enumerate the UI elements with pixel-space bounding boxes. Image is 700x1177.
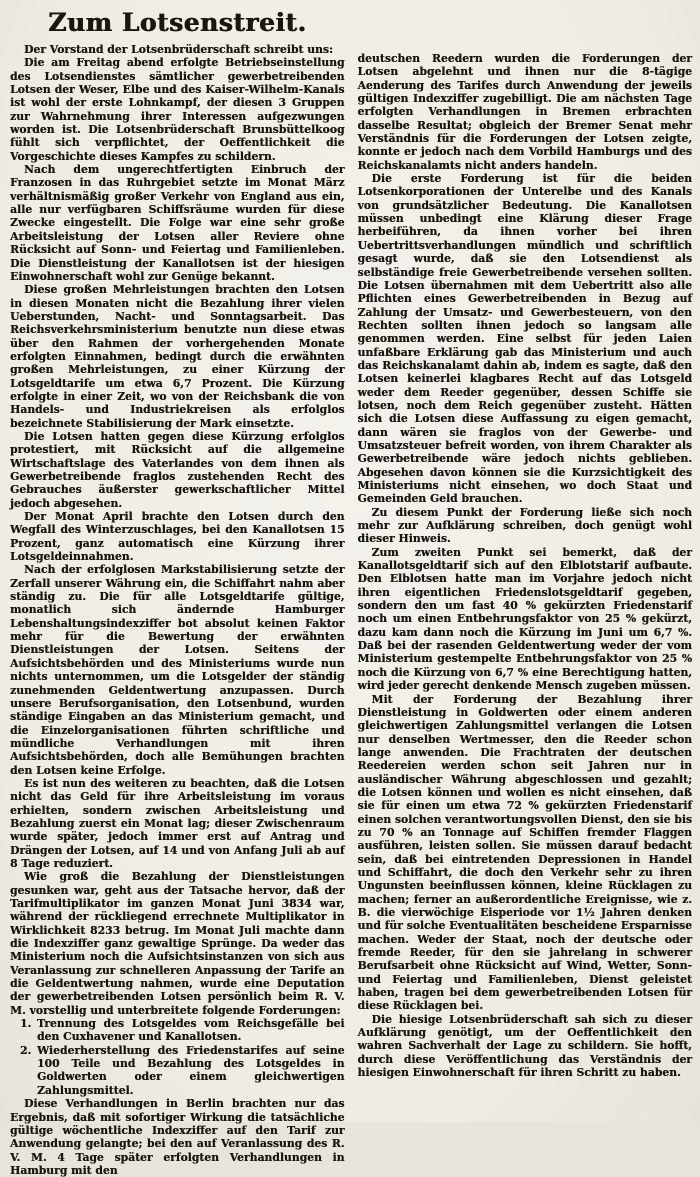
article-byline: Der Vorstand der Lotsenbrüderschaft schreibt uns: (24, 43, 333, 56)
paragraph: Die hiesige Lotsenbrüderschaft sah sich zu dieser Aufklärung genötigt, um der Oeffentlichkeit den wahren Sachverhalt der Lage zu schildern. Sie hofft, durch diese Veröffentlichung das Verständnis der hiesigen Einwohnerschaft für ihren Schritt zu haben. (357, 1012, 692, 1080)
list-item-text: Trennung des Lotsgeldes vom Reichsgefälle bei den Cuxhavener und Kanallotsen. (37, 1017, 345, 1044)
paragraph: Diese Verhandlungen in Berlin brachten nur das Ergebnis, daß mit sofortiger Wirkung die tatsächliche gültige wöchentliche Indexziffer auf den Tarif zur Anwendung gelangte; bei den auf Veranlassung des R. V. M. 4 Tage später erfolgten Verhandlungen in Hamburg mit den (10, 1097, 345, 1177)
list-item (20, 1017, 345, 1044)
article-title: Zum Lotsenstreit. (48, 8, 307, 37)
paragraph: Der Monat April brachte den Lotsen durch den Wegfall des Winterzuschlages, bei den Kanallotsen 15 Prozent, ganz automatisch eine Kürzung ihrer Lotsgeldeinnahmen. (10, 510, 345, 564)
paragraph: Zum zweiten Punkt sei bemerkt, daß der Kanallotsgeldtarif sich auf den Elblotstarif aufbaute. Den Elblotsen hatte man im Vorjahre jedoch nicht ihren eigentlichen Friedenslotsgeldtarif gegeben, sondern den um fast 40 % gekürzten Friedenstarif noch um einen Entbehrungsfaktor von 25 % gekürzt, dazu kam dann noch die Kürzung im Juni um 6,7 %. Daß bei der rasenden Geldentwertung weder der vom Ministerium gestempelte Entbehrungsfaktor von 25 % noch die Kürzung von 6,7 % eine Berechtigung hatten, wird jeder gerecht denkende Mensch zugeben müssen. (357, 545, 692, 693)
paragraph: Die erste Forderung ist für die beiden Lotsenkorporationen der Unterelbe und des Kanals von grundsätzlicher Bedeutung. Die Kanallotsen müssen unbedingt eine Klärung dieser Frage herbeiführen, da ihnen vorher bei ihren Uebertrittsverhandlungen mündlich und schriftlich gesagt wurde, daß sie den Lotsendienst als selbständige freie Gewerbetreibende versehen sollten. Die Lotsen übernahmen mit dem Uebertritt also alle Pflichten eines Gewerbetreibenden in Bezug auf Zahlung der Umsatz- und Gewerbesteuern, von den Rechten sollten ihnen jedoch so langsam alle genommen werden. Eine selbst für jeden Laien unfaßbare Erklärung gab das Ministerium und auch das Reichskanalamt dahin ab, indem es sagte, daß den Lotsen keinerlei klagbares Recht auf das Lotsgeld weder dem Reeder gegenüber, dessen Schiffe sie lotsen, noch dem Reich gegenüber zusteht. Hätten sich die Lotsen diese Auffassung zu eigen gemacht, dann wären sie fraglos von der Gewerbe- und Umsatzsteuer befreit worden, von ihrem Charakter als Gewerbetreibende wäre jedoch nichts geblieben. Abgesehen davon können sie die Kurzsichtigkeit des Ministeriums nicht einsehen, wo doch Staat und Gemeinden Geld brauchen. (357, 172, 692, 506)
paragraph: Mit der Forderung der Bezahlung ihrer Dienstleistung in Goldwerten oder einem anderen gleichwertigen Zahlungsmittel verlangen die Lotsen nur denselben Wertmesser, den die Reeder schon lange anwenden. Die Frachtraten der deutschen Reedereien werden schon seit Jahren nur in ausländischer Währung abgeschlossen und gezahlt; die Lotsen können und wollen es nicht einsehen, daß sie für einen um etwa 72 % gekürzten Friedenstarif einen solchen verantwortungsvollen Dienst, den sie bis zu 70 % an Tonnage auf Schiffen fremder Flaggen ausführen, leisten sollen. Sie müssen darauf bedacht sein, daß bei eintretenden Depressionen in Handel und Schiffahrt, die doch den Verkehr sehr zu ihren Ungunsten beeinflussen können, kleine Rücklagen zu machen; ferner an außerordentliche Ereignisse, wie z. B. die vierwöchige Eisperiode vor 1½ Jahren denken und für solche Eventualitäten bescheidene Ersparnisse machen. Weder der Staat, noch der deutsche oder fremde Reeder, für den sie jahrelang in schwerer Berufsarbeit ohne Rücksicht auf Wind, Wetter, Sonn- und Feiertag und Familienleben, Dienst geleistet haben, tragen bei dem gewerbetreibenden Lotsen für diese Rücklagen bei. (357, 692, 692, 1013)
paragraph: deutschen Reedern wurden die Forderungen der Lotsen abgelehnt und ihnen nur die 8-tägige Aenderung des Tarifes durch Anwendung der jeweils gültigen Indexziffer zugebilligt. Die am nächsten Tage erfolgten Verhandlungen in Bremen erbrachten dasselbe Resultat; obgleich der Bremer Senat mehr Verständnis für die Forderungen der Lotsen zeigte, konnte er jedoch nach dem Vorbild Hamburgs und des Reichskanalamts nicht anders handeln. (357, 52, 692, 172)
list-item-number: 2. (20, 1043, 32, 1057)
paragraph: Nach der erfolglosen Markstabilisierung setzte der Zerfall unserer Währung ein, die Schiffahrt nahm aber ständig zu. Die für alle Lotsgeldtarife gültige, monatlich sich ändernde Hamburger Lebenshaltungsindexziffer bot absolut keinen Faktor mehr für die Bewertung der erwähnten Dienstleistungen der Lotsen. Seitens der Aufsichtsbehörden und des Ministeriums wurde nun nichts unternommen, um die Lotsgelder der ständig zunehmenden Geldentwertung anzupassen. Durch unsere Berufsorganisation, den Lotsenbund, wurden ständige Eingaben an das Ministerium gemacht, und die Einzelorganisationen führten schriftliche und mündliche Verhandlungen mit ihren Aufsichtsbehörden, doch alle Bemühungen brachten den Lotsen keine Erfolge. (10, 563, 345, 777)
paragraph: Nach dem ungerechtfertigten Einbruch der Franzosen in das Ruhrgebiet setzte im Monat März verhältnismäßig großer Verkehr von England aus ein, alle nur verfügbaren Schiffsräume wurden für diese Zwecke eingestellt. Die Folge war eine sehr große Arbeitsleistung der Lotsen aller Reviere ohne Rücksicht auf Sonn- und Feiertag und Familienleben. Die Dienstleistung der Kanallotsen ist der hiesigen Einwohnerschaft wohl zur Genüge bekannt. (10, 163, 345, 283)
list-item-number: 1. (20, 1017, 32, 1031)
paragraph: Die Lotsen hatten gegen diese Kürzung erfolglos protestiert, mit Rücksicht auf die allgemeine Wirtschaftslage des Vaterlandes von dem ihnen als Gewerbetreibende fraglos zustehenden Recht des Gebrauches äußerster gewerkschaftlicher Mittel jedoch abgesehen. (10, 429, 345, 510)
list-item-text: Wiederherstellung des Friedenstarifes auf seine 100 Teile und Bezahlung des Lotsgeldes in Goldwerten oder einem gleichwertigen Zahlungsmittel. (37, 1043, 345, 1097)
paragraph: Wie groß die Bezahlung der Dienstleistungen gesunken war, geht aus der Tatsache hervor, daß der Tarifmultiplikator im ganzen Monat Juni 3834 war, während der rückliegend errechnete Multiplikator in Wirklichkeit 8233 betrug. Im Monat Juli machte dann die Indexziffer ganz gewaltige Sprünge. Da weder das Ministerium noch die Aufsichtsinstanzen von sich aus Veranlassung zur schnelleren Anpassung der Tarife an die Geldentwertung nahmen, wurde eine Deputation der gewerbetreibenden Lotsen persönlich beim R. V. M. vorstellig und unterbreitete folgende Forderungen: (10, 870, 345, 1017)
paragraph: Es ist nun des weiteren zu beachten, daß die Lotsen nicht das Geld für ihre Arbeitsleistung im voraus erhielten, sondern zwischen Arbeitsleistung und Bezahlung zuerst ein Monat lag; dieser Zwischenraum wurde später, jedoch immer erst auf Antrag und Drängen der Lotsen, auf 14 und von Anfang Juli ab auf 8 Tage reduziert. (10, 776, 345, 870)
paragraph: Diese großen Mehrleistungen brachten den Lotsen in diesen Monaten nicht die Bezahlung ihrer vielen Ueberstunden, Nacht- und Sonntagsarbeit. Das Reichsverkehrsministerium benutzte nun diese etwas über den Rahmen der vorhergehenden Monate erfolgten Einnahmen, bedingt durch die erwähnten großen Mehrleistungen, zu einer Kürzung der Lotsgeldtarife um etwa 6,7 Prozent. Die Kürzung erfolgte in einer Zeit, wo von der Reichsbank die von Handels- und Industriekreisen als erfolglos bezeichnete Stabilisierung der Mark einsetzte. (10, 283, 345, 430)
right-column (358, 6, 693, 1118)
list-item (20, 1044, 345, 1097)
demands-list (20, 1017, 345, 1097)
paragraph: Die am Freitag abend erfolgte Betriebseinstellung des Lotsendienstes sämtlicher gewerbetreibenden Lotsen der Weser, Elbe und des Kaiser-Wilhelm-Kanals ist wohl der erste Lohnkampf, der diesen 3 Gruppen zur Wahrnehmung ihrer Interessen aufgezwungen worden ist. Die Lotsenbrüderschaft Brunsbüttelkoog fühlt sich verpflichtet, der Oeffentlichkeit die Vorgeschichte dieses Kampfes zu schildern. (10, 56, 345, 163)
left-column (10, 6, 345, 1177)
paragraph: Zu diesem Punkt der Forderung ließe sich noch mehr zur Aufklärung schreiben, doch genügt wohl dieser Hinweis. (357, 505, 692, 546)
